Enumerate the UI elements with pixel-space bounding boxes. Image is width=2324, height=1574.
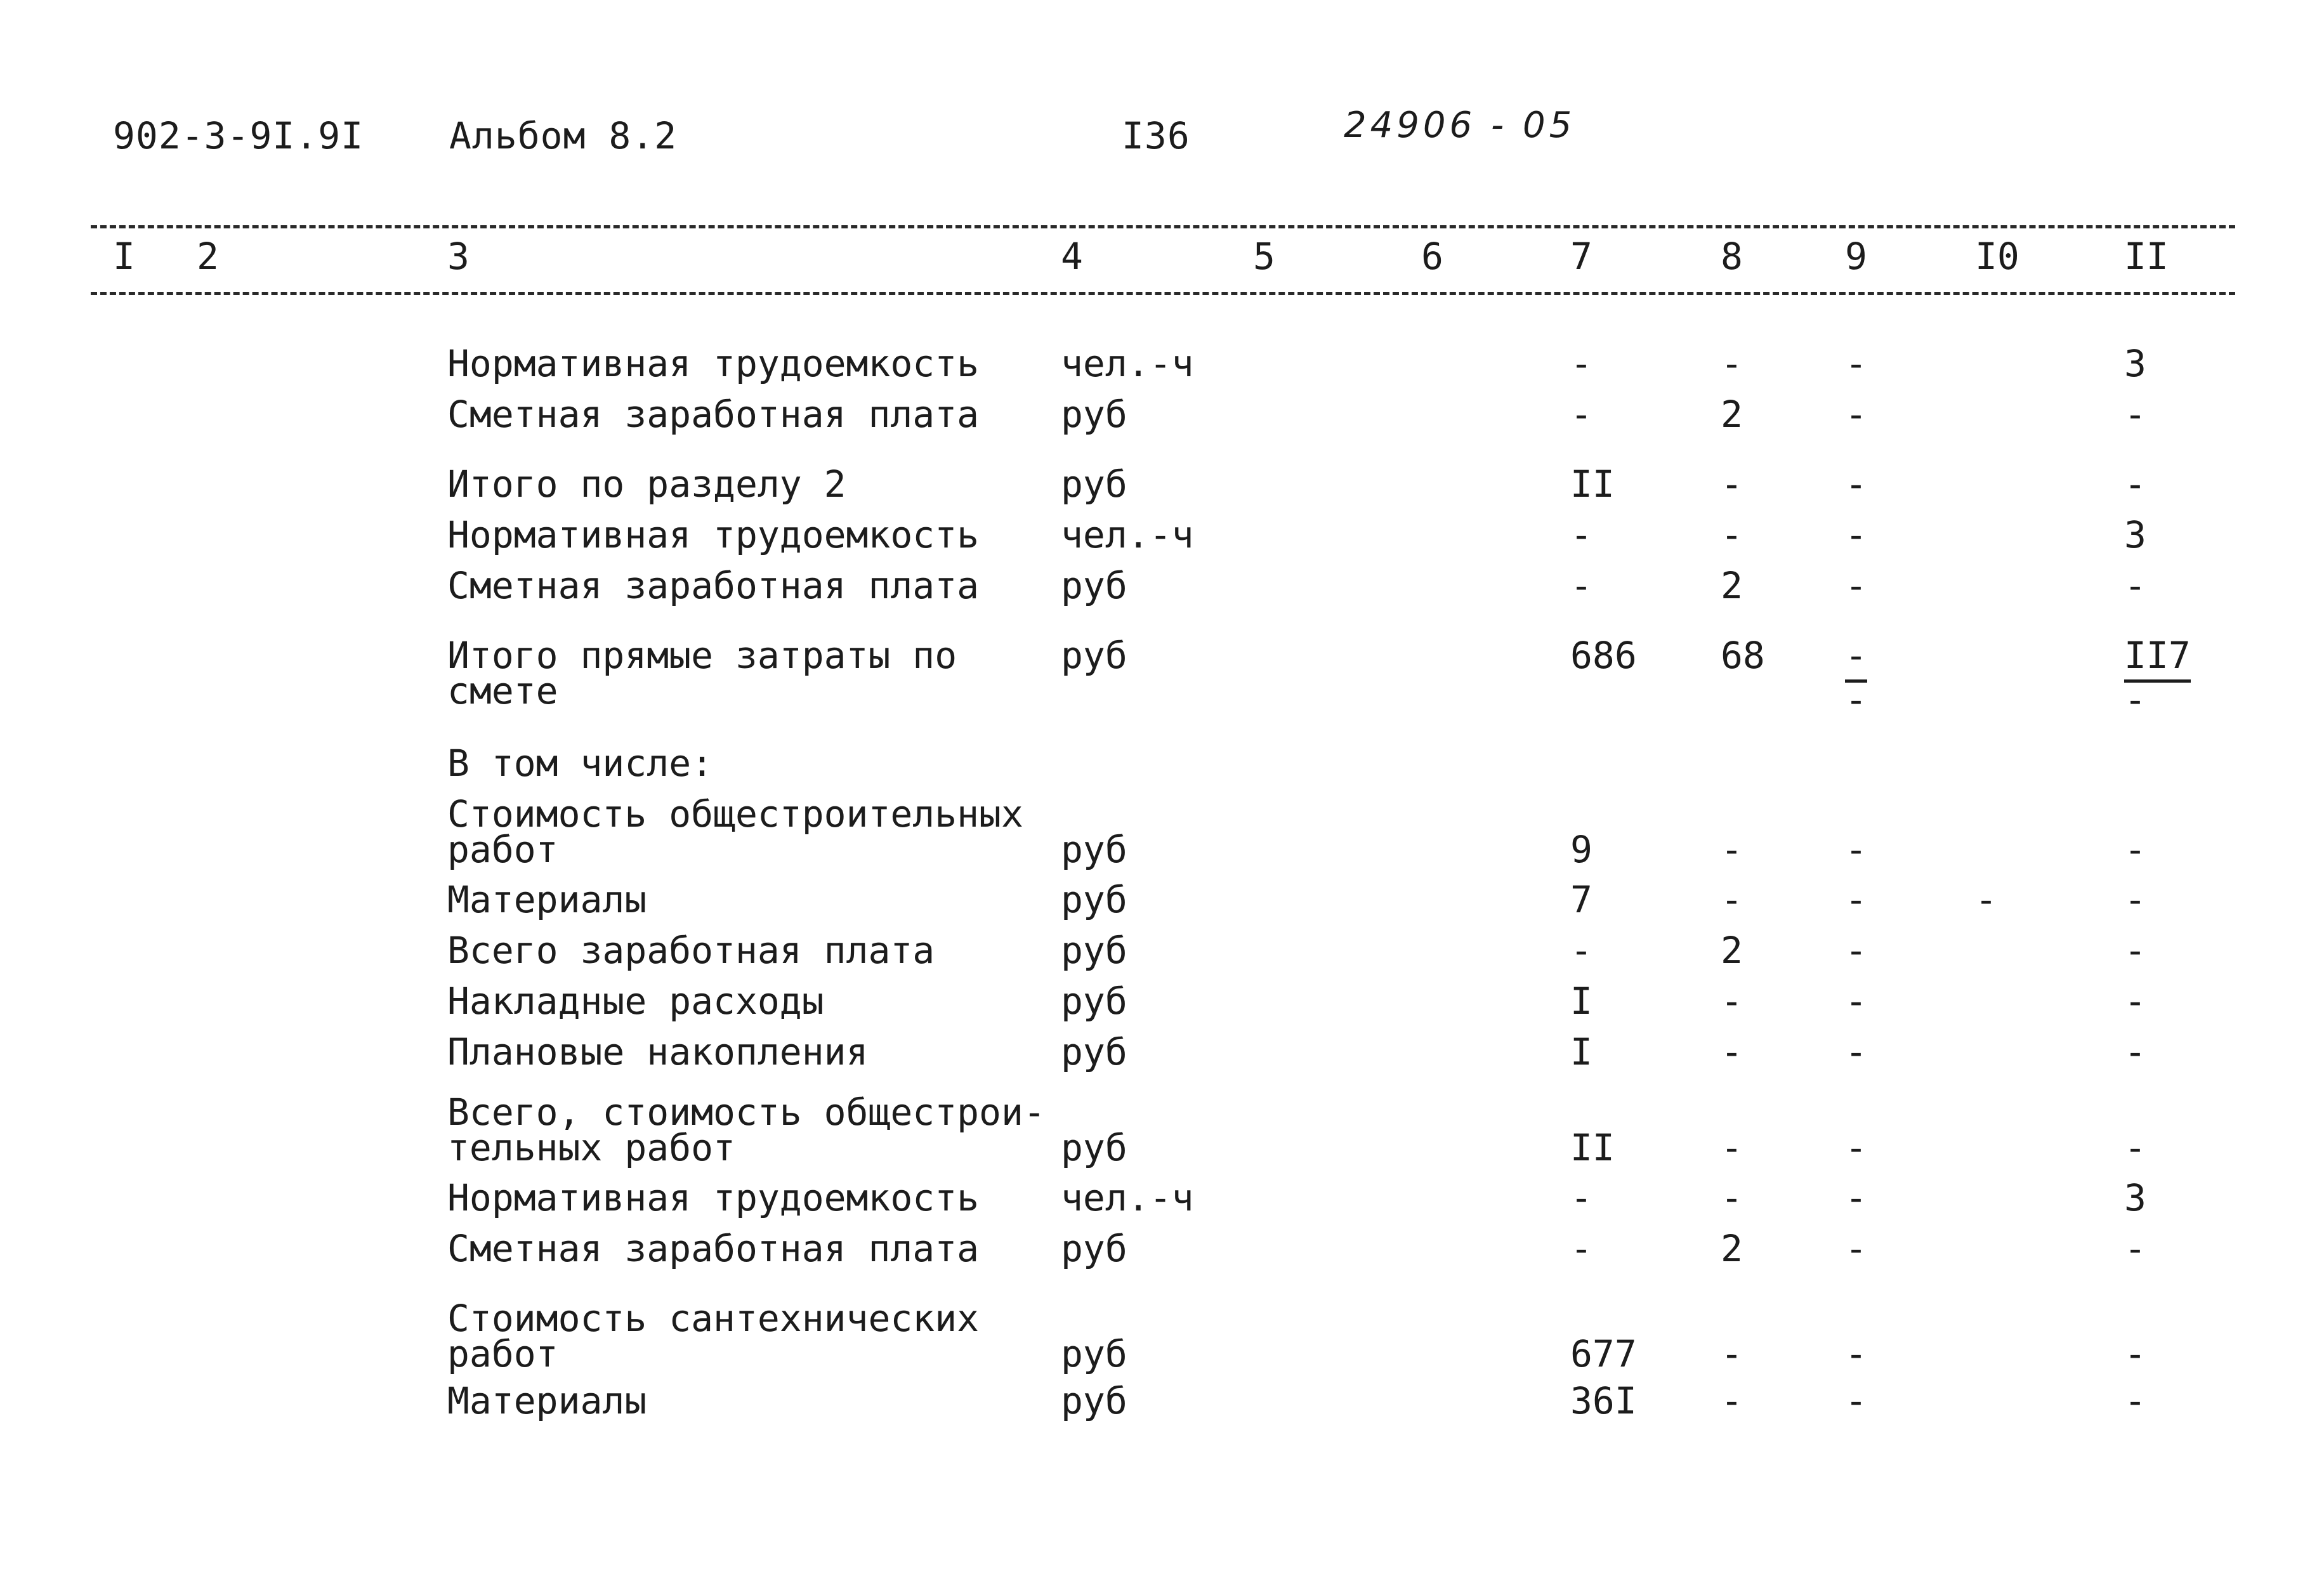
- column-number: 4: [1061, 235, 1083, 278]
- value-col-8: 2: [1721, 1227, 1743, 1270]
- value-col-11: 3: [2124, 342, 2146, 385]
- value-col-7: 7: [1570, 878, 1592, 921]
- value-col-8: 2: [1721, 393, 1743, 436]
- value-col-11: -: [2124, 1227, 2146, 1270]
- page-number: I36: [1122, 114, 1190, 157]
- row-label: Материалы: [447, 878, 647, 921]
- row-label: Нормативная трудоемкость: [447, 342, 980, 385]
- value-col-7: -: [1570, 342, 1592, 385]
- value-col-11: II7: [2124, 638, 2191, 673]
- handwritten-number: 24906 - 05: [1344, 105, 1576, 146]
- column-number: 6: [1421, 235, 1443, 278]
- header-rule-bottom: [91, 292, 2235, 295]
- value-col-9: -: [1845, 342, 1867, 385]
- unit-cell: руб: [1061, 1227, 1127, 1270]
- unit-cell: руб: [1061, 929, 1127, 972]
- unit-cell: руб: [1061, 1030, 1127, 1073]
- value-col-7: -: [1570, 1227, 1592, 1270]
- row-label: Нормативная трудоемкость: [447, 1176, 980, 1219]
- unit-cell: руб: [1061, 878, 1127, 921]
- row-label: Сметная заработная плата: [447, 393, 980, 436]
- value-col-7: II: [1570, 1126, 1615, 1169]
- value-col-11: -: [2124, 1332, 2146, 1375]
- value-col-11: -: [2124, 1030, 2146, 1073]
- unit-cell: руб: [1061, 1379, 1127, 1422]
- unit-cell: руб: [1061, 462, 1127, 506]
- value-col-11: -: [2124, 1126, 2146, 1169]
- value-col-7: -: [1570, 1176, 1592, 1219]
- value-col-8: -: [1721, 1379, 1743, 1422]
- value-col-11: -: [2124, 393, 2146, 436]
- column-number: 7: [1570, 235, 1592, 278]
- row-label: Сметная заработная плата: [447, 564, 980, 607]
- column-number: 9: [1845, 235, 1867, 278]
- value-col-9: -: [1845, 1227, 1867, 1270]
- value-col-9-sub: -: [1845, 678, 1867, 721]
- value-col-9: -: [1845, 393, 1867, 436]
- unit-cell: руб: [1061, 980, 1127, 1023]
- value-col-10: -: [1975, 878, 1997, 921]
- album-label: Альбом 8.2: [449, 114, 678, 157]
- value-col-7: 677: [1570, 1332, 1637, 1375]
- value-col-7: I: [1570, 980, 1592, 1023]
- column-number: 2: [197, 235, 219, 278]
- value-col-11: -: [2124, 1379, 2146, 1422]
- unit-cell: руб: [1061, 634, 1127, 677]
- value-col-7: 36I: [1570, 1379, 1637, 1422]
- value-col-7: II: [1570, 462, 1615, 506]
- value-col-11: -: [2124, 564, 2146, 607]
- value-col-9: -: [1845, 929, 1867, 972]
- value-col-8: 2: [1721, 929, 1743, 972]
- value-col-8: -: [1721, 1030, 1743, 1073]
- value-col-7: 9: [1570, 828, 1592, 871]
- value-col-11: 3: [2124, 1176, 2146, 1219]
- row-label: Стоимость общестроительных работ: [447, 792, 1023, 871]
- unit-cell: чел.-ч: [1061, 1176, 1194, 1219]
- value-col-8: -: [1721, 513, 1743, 556]
- column-number: I0: [1975, 235, 2019, 278]
- value-col-9: -: [1845, 462, 1867, 506]
- unit-cell: руб: [1061, 393, 1127, 436]
- value-col-7: -: [1570, 513, 1592, 556]
- value-col-9: -: [1845, 638, 1867, 673]
- value-col-9: -: [1845, 1176, 1867, 1219]
- row-label: В том числе:: [447, 742, 714, 785]
- value-col-9: -: [1845, 513, 1867, 556]
- value-col-7: I: [1570, 1030, 1592, 1073]
- value-col-9: -: [1845, 878, 1867, 921]
- value-col-9: -: [1845, 1332, 1867, 1375]
- unit-cell: чел.-ч: [1061, 513, 1194, 556]
- value-col-11: -: [2124, 929, 2146, 972]
- row-label: Материалы: [447, 1379, 647, 1422]
- unit-cell: руб: [1061, 828, 1127, 871]
- value-col-7: -: [1570, 929, 1592, 972]
- value-col-8: -: [1721, 828, 1743, 871]
- value-col-8: 68: [1721, 634, 1765, 677]
- column-number: 5: [1253, 235, 1275, 278]
- value-col-8: -: [1721, 462, 1743, 506]
- value-col-9: -: [1845, 828, 1867, 871]
- value-col-11: 3: [2124, 513, 2146, 556]
- value-col-11-sub: -: [2124, 678, 2146, 721]
- value-col-9: -: [1845, 980, 1867, 1023]
- unit-cell: чел.-ч: [1061, 342, 1194, 385]
- document-code: 902-3-9I.9I: [113, 114, 364, 157]
- value-col-8: -: [1721, 1176, 1743, 1219]
- value-col-8: 2: [1721, 564, 1743, 607]
- value-col-11: -: [2124, 878, 2146, 921]
- column-number: 8: [1721, 235, 1743, 278]
- unit-cell: руб: [1061, 1332, 1127, 1375]
- value-col-7: -: [1570, 564, 1592, 607]
- row-label: Итого по разделу 2: [447, 462, 846, 506]
- column-number: I: [113, 235, 135, 278]
- unit-cell: руб: [1061, 564, 1127, 607]
- header-rule-top: [91, 225, 2235, 228]
- value-col-8: -: [1721, 342, 1743, 385]
- value-col-9: -: [1845, 564, 1867, 607]
- value-col-11: -: [2124, 980, 2146, 1023]
- value-col-9: -: [1845, 1030, 1867, 1073]
- value-col-11: -: [2124, 462, 2146, 506]
- value-col-9: -: [1845, 1379, 1867, 1422]
- value-col-9: -: [1845, 1126, 1867, 1169]
- column-number: 3: [447, 235, 469, 278]
- value-col-7: 686: [1570, 634, 1637, 677]
- row-label: Итого прямые затраты по смете: [447, 634, 957, 712]
- column-number: II: [2124, 235, 2169, 278]
- row-label: Стоимость сантехнических работ: [447, 1297, 980, 1375]
- unit-cell: руб: [1061, 1126, 1127, 1169]
- value-col-8: -: [1721, 878, 1743, 921]
- row-label: Всего заработная плата: [447, 929, 935, 972]
- value-col-8: -: [1721, 980, 1743, 1023]
- value-col-8: -: [1721, 1126, 1743, 1169]
- value-col-7: -: [1570, 393, 1592, 436]
- row-label: Накладные расходы: [447, 980, 824, 1023]
- value-col-8: -: [1721, 1332, 1743, 1375]
- row-label: Сметная заработная плата: [447, 1227, 980, 1270]
- row-label: Плановые накопления: [447, 1030, 869, 1073]
- value-col-11: -: [2124, 828, 2146, 871]
- row-label: Нормативная трудоемкость: [447, 513, 980, 556]
- row-label: Всего, стоимость общестрои- тельных работ: [447, 1091, 1046, 1169]
